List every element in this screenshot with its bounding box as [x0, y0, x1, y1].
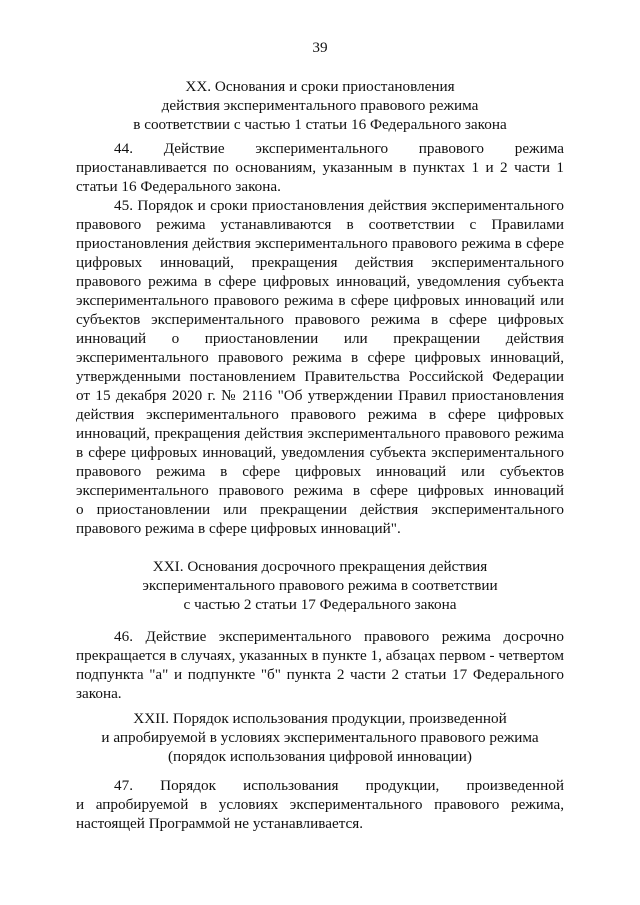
- page-number: 39: [312, 39, 328, 56]
- item-45-line-1: 45. Порядок и сроки приостановления действия экспериментального: [114, 197, 564, 214]
- item-45-line-10: утвержденными постановлением Правительства Российской Федерации: [76, 368, 564, 385]
- item-45-line-6: экспериментального правового режима в сфере цифровых инноваций или: [76, 292, 564, 309]
- section-xx-heading-line-1: XX. Основания и сроки приостановления: [185, 78, 455, 95]
- item-45-line-12: действия экспериментального правового режима в сфере цифровых: [76, 406, 564, 423]
- item-46-line-1: 46. Действие экспериментального правового режима досрочно: [114, 628, 564, 645]
- item-45-line-5: правового режима в сфере цифровых инноваций, уведомления субъекта: [76, 273, 564, 290]
- item-47-line-2: и апробируемой в условиях экспериментального правового режима,: [76, 796, 564, 813]
- section-xxii-heading-line-3: (порядок использования цифровой инновации): [167, 748, 472, 765]
- item-45-line-13: инноваций, прекращения действия экспериментального правового режима: [76, 425, 564, 442]
- item-47-line-3: настоящей Программой не устанавливается.: [76, 815, 364, 832]
- item-46-line-4: закона.: [76, 685, 122, 702]
- item-46-line-2: прекращается в случаях, указанных в пункте 1, абзацах первом - четвертом: [76, 647, 564, 664]
- item-45-line-3: приостановления действия экспериментального правового режима в сфере: [76, 235, 564, 252]
- section-xxi-heading-line-2: экспериментального правового режима в соответствии: [142, 577, 498, 594]
- item-45-line-4: цифровых инноваций, прекращения действия экспериментального: [76, 254, 564, 271]
- item-44-line-3: статьи 16 Федерального закона.: [76, 178, 281, 195]
- item-44-line-1: 44. Действие экспериментального правового режима: [114, 140, 564, 157]
- item-45-line-9: экспериментального правового режима в сфере цифровых инноваций,: [76, 349, 564, 366]
- section-xx-heading-line-3: в соответствии с частью 1 статьи 16 Федерального закона: [133, 116, 507, 133]
- item-45-line-17: о приостановлении или прекращении действия экспериментального: [76, 501, 564, 518]
- section-xxi-heading-line-3: с частью 2 статьи 17 Федерального закона: [183, 596, 457, 613]
- item-45-line-2: правового режима устанавливаются в соответствии с Правилами: [76, 216, 564, 233]
- item-45-line-8: инноваций о приостановлении или прекращении действия: [76, 330, 564, 347]
- item-45-line-16: экспериментального правового режима в сфере цифровых инноваций: [76, 482, 564, 499]
- item-45-line-15: правового режима в сфере цифровых инноваций или субъектов: [76, 463, 564, 480]
- item-44-line-2: приостанавливается по основаниям, указанным в пунктах 1 и 2 части 1: [76, 159, 564, 176]
- section-xxii-heading-line-1: XXII. Порядок использования продукции, произведенной: [133, 710, 507, 727]
- item-45-line-7: субъектов экспериментального правового режима в сфере цифровых: [76, 311, 564, 328]
- section-xxii-heading-line-2: и апробируемой в условиях экспериментального правового режима: [101, 729, 539, 746]
- section-xx-heading-line-2: действия экспериментального правового режима: [161, 97, 479, 114]
- section-xxi-heading-line-1: XXI. Основания досрочного прекращения действия: [152, 558, 488, 575]
- item-45-line-11: от 15 декабря 2020 г. № 2116 "Об утверждении Правил приостановления: [76, 387, 564, 404]
- item-46-line-3: подпункта "а" и подпункте "б" пункта 2 части 2 статьи 17 Федерального: [76, 666, 564, 683]
- item-47-line-1: 47. Порядок использования продукции, произведенной: [114, 777, 564, 794]
- item-45-line-18: правового режима в сфере цифровых инноваций".: [76, 520, 401, 537]
- item-45-line-14: в сфере цифровых инноваций, уведомления субъекта экспериментального: [76, 444, 564, 461]
